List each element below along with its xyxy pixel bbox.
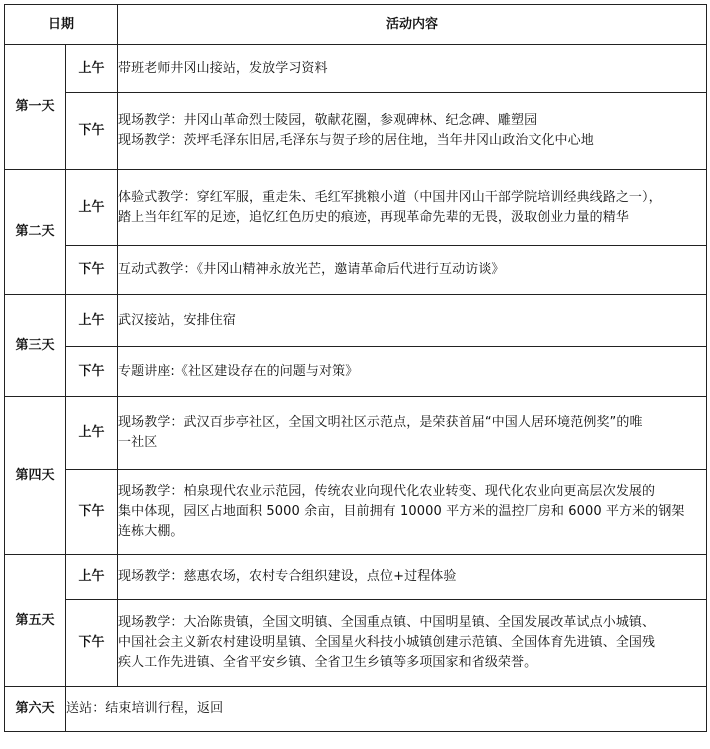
period-am: 上午 [66,295,118,347]
activity-line: 体验式教学：穿红军服，重走朱、毛红军挑粮小道（中国井冈山干部学院培训经典线路之一）， [118,189,662,205]
activity-line: 现场教学：大冶陈贵镇，全国文明镇、全国重点镇、中国明星镇、全国发展改革试点小城镇、 [118,615,656,630]
period-pm: 下午 [66,347,118,397]
activity-cell [118,347,707,397]
header-row [5,5,707,45]
schedule-table [4,4,707,732]
table-row [5,295,707,347]
day-label: 第五天 [5,555,66,687]
activity-cell [118,295,707,347]
day-label: 第六天 [5,687,66,732]
activity-line: 现场教学：武汉百步亭社区，全国文明社区示范点，是荣获首届“中国人居环境范例奖”的唯 [118,415,643,430]
table-row [5,600,707,687]
activity-line: 现场教学：井冈山革命烈士陵园，敬献花圈，参观碑林、纪念碑、雕塑园 [118,113,538,128]
table-row [5,555,707,600]
table-row [5,397,707,470]
activity-line: 现场教学：柏泉现代农业示范园，传统农业向现代化农业转变、现代化农业向更高层次发展的 [118,484,656,499]
period-am: 上午 [66,170,118,246]
day-label: 第一天 [5,45,66,170]
table-row [5,93,707,170]
activity-cell [118,397,707,470]
day-label: 第四天 [5,397,66,555]
table-row [5,170,707,246]
period-pm: 下午 [66,93,118,170]
period-pm: 下午 [66,470,118,555]
period-pm: 下午 [66,600,118,687]
activity-line: 现场教学：茨坪毛泽东旧居,毛泽东与贺子珍的居住地，当年井冈山政治文化中心地 [118,133,594,148]
activity-line: 集中体现，园区占地面积 5000 余亩，目前拥有 10000 平方米的温控厂房和 6000 平方米的钢架 [118,504,685,519]
period-am: 上午 [66,555,118,600]
activity-cell [118,170,707,246]
activity-line: 现场教学：慈惠农场，农村专合组织建设，点位+过程体验 [118,569,457,584]
activity-cell [118,600,707,687]
activity-cell [118,555,707,600]
table-row [5,246,707,295]
activity-cell [118,45,707,93]
table-row [5,347,707,397]
header-content: 活动内容 [118,5,707,45]
activity-line: 一社区 [118,435,158,450]
activity-line: 疾人工作先进镇、全省平安乡镇、全省卫生乡镇等多项国家和省级荣誉。 [118,655,538,670]
table-row [5,45,707,93]
day-label: 第二天 [5,170,66,295]
activity-line: 武汉接站，安排住宿 [118,312,236,328]
period-am: 上午 [66,45,118,93]
header-date: 日期 [5,5,118,45]
activity-line: 中国社会主义新农村建设明星镇、全国星火科技小城镇创建示范镇、全国体育先进镇、全国残 [118,635,656,650]
period-am: 上午 [66,397,118,470]
day-label: 第三天 [5,295,66,397]
activity-cell [118,246,707,295]
activity-cell [118,93,707,170]
activity-cell [66,687,707,732]
activity-cell [118,470,707,555]
activity-line: 互动式教学：《井冈山精神永放光芒，邀请革命后代进行互动访谈》 [118,262,505,277]
activity-line: 送站：结束培训行程，返回 [66,701,224,716]
table-row [5,470,707,555]
activity-line: 连栋大棚。 [118,524,184,539]
activity-line: 带班老师井冈山接站，发放学习资料 [118,60,328,76]
activity-line: 踏上当年红军的足迹，追忆红色历史的痕迹，再现革命先辈的无畏，汲取创业力量的精华 [118,209,629,225]
period-pm: 下午 [66,246,118,295]
activity-line: 专题讲座:《社区建设存在的问题与对策》 [118,363,359,379]
table-row [5,687,707,732]
